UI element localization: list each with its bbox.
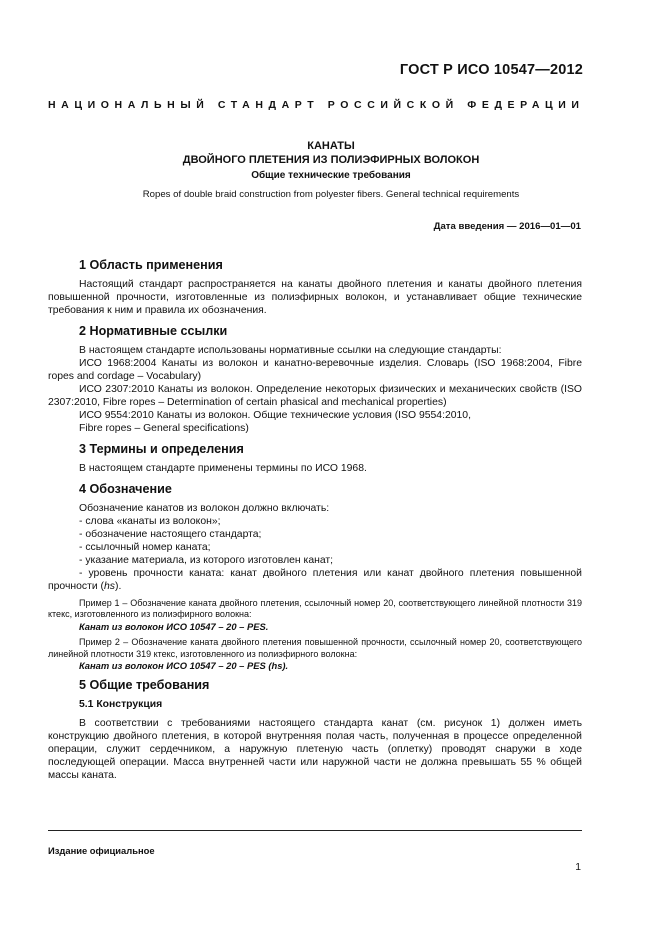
english-title: Ropes of double braid construction from polyester fibers. General technical requirements	[142, 189, 520, 200]
strength-text: - уровень прочности каната: канат двойного плетения или канат двойного плетения повышенной прочности (	[48, 568, 582, 592]
edition-label: Издание официальное	[48, 845, 155, 856]
example-1: Пример 1 – Обозначение каната двойного плетения, ссылочный номер 20, соответствующего линейной плотности 319 ктекс, изготовленного из полиэфирного волокна:	[48, 598, 582, 620]
section-4-paragraph: Обозначение канатов из волокон должно включать:	[79, 503, 330, 514]
title-line-2: ДВОЙНОГО ПЛЕТЕНИЯ ИЗ ПОЛИЭФИРНЫХ ВОЛОКОН	[182, 154, 480, 166]
list-item: - обозначение настоящего стандарта;	[79, 529, 262, 540]
reference-iso-9554: ИСО 9554:2010 Канаты из волокон. Общие технические условия (ISO 9554:2010,	[79, 410, 471, 421]
example-2: Пример 2 – Обозначение каната двойного плетения повышенной прочности, ссылочный номер 20, соответствующего линейной плотности 319 ктекс, изготовленного из полиэфирного волокна:	[48, 637, 582, 659]
section-2-heading: 2 Нормативные ссылки	[79, 324, 228, 338]
footer-divider	[48, 830, 582, 831]
section-5-heading: 5 Общие требования	[79, 678, 210, 693]
document-body	[48, 257, 582, 782]
document-code: ГОСТ Р ИСО 10547—2012	[399, 62, 583, 78]
section-5-1-paragraph: В соответствии с требованиями настоящего стандарта канат (см. рисунок 1) должен иметь конструкцию двойного плетения, в которой внутренняя полая часть, полученная в процессе определенной операции, служит сердечником, а наружную плетеную часть (оплетку) проводят снаружи в ходе последующей операции. Масса внутренней части или наружной части не должна превышать 55 % общей массы каната.	[48, 718, 582, 782]
introduction-date: Дата введения — 2016—01—01	[433, 221, 581, 232]
list-item: - слова «канаты из волокон»;	[79, 516, 221, 527]
subsection-5-1-heading: 5.1 Конструкция	[79, 699, 163, 711]
example-1-designation: Канат из волокон ИСО 10547 – 20 – PES.	[79, 620, 269, 632]
document-title	[48, 139, 614, 167]
reference-iso-1968: ИСО 1968:2004 Канаты из волокон и канатно-веревочные изделия. Словарь (ISO 1968:2004, Fibre ropes and cordage – Vocabulary)	[48, 358, 582, 382]
strength-hs: hs	[104, 581, 115, 592]
section-2-paragraph: В настоящем стандарте использованы нормативные ссылки на следующие стандарты:	[79, 345, 502, 356]
section-1-heading: 1 Область применения	[79, 258, 223, 272]
reference-iso-9554-cont: Fibre ropes – General specifications)	[79, 423, 249, 434]
list-item: - ссылочный номер каната;	[79, 542, 211, 553]
list-item: - указание материала, из которого изготовлен канат;	[79, 555, 334, 566]
section-4-heading: 4 Обозначение	[79, 482, 172, 496]
example-2-designation: Канат из волокон ИСО 10547 – 20 – PES (hs).	[79, 660, 289, 672]
section-1-paragraph: Настоящий стандарт распространяется на канаты двойного плетения и канаты двойного плетения повышенной прочности, изготовленные из полиэфирных волокон, и устанавливает общие технические требования к ним и правила их обозначения.	[48, 279, 582, 316]
section-3-heading: 3 Термины и определения	[79, 442, 244, 456]
title-line-1: КАНАТЫ	[307, 140, 355, 152]
strength-end: ).	[114, 581, 122, 592]
national-standard-banner: НАЦИОНАЛЬНЫЙ СТАНДАРТ РОССИЙСКОЙ ФЕДЕРАЦИИ	[48, 99, 585, 111]
section-3-paragraph: В настоящем стандарте применены термины по ИСО 1968.	[79, 463, 367, 474]
page-number: 1	[575, 862, 581, 873]
reference-iso-2307: ИСО 2307:2010 Канаты из волокон. Определение некоторых физических и механических свойств (ISO 2307:2010, Fibre ropes – Determination of certain phasical and mechanical properties)	[48, 384, 582, 408]
list-item-strength	[48, 567, 582, 593]
document-subtitle: Общие технические требования	[251, 170, 411, 181]
